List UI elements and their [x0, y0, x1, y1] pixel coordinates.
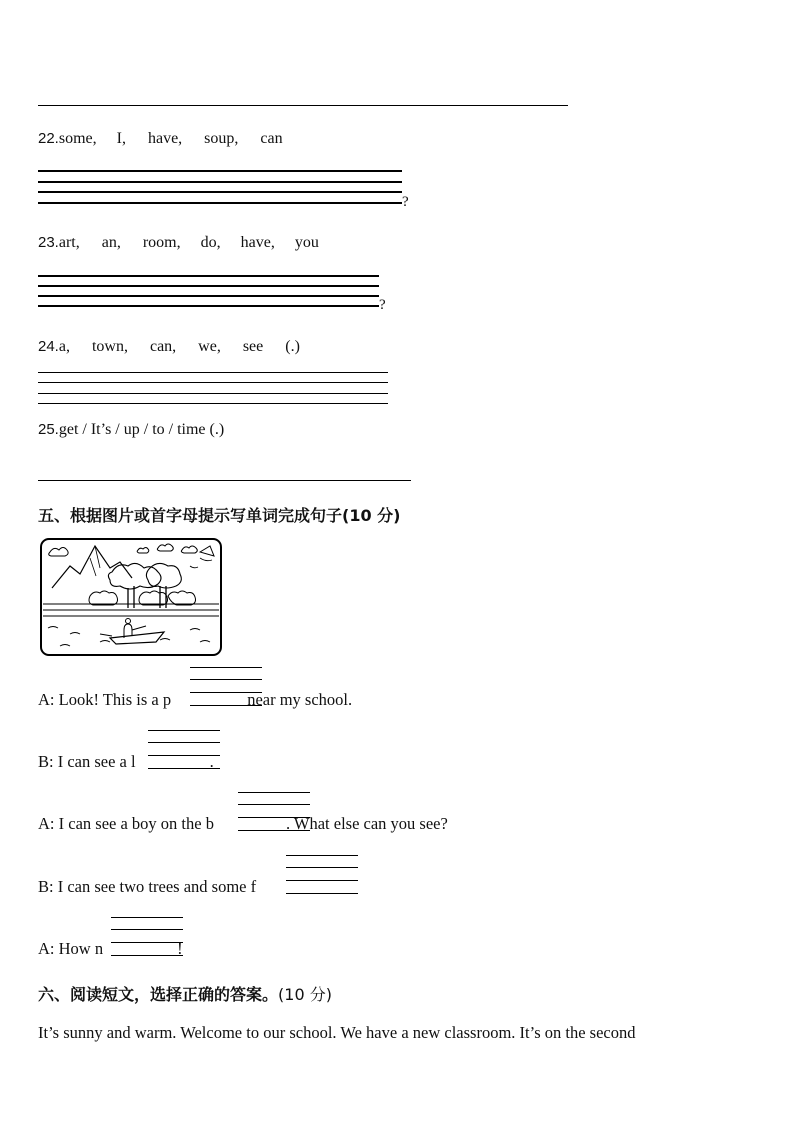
question-number: 25. — [38, 421, 59, 438]
answer-line[interactable] — [38, 403, 388, 404]
answer-line[interactable] — [38, 295, 379, 297]
word: (.) — [285, 338, 300, 355]
question-number: 24. — [38, 338, 59, 355]
question-mark: ? — [379, 297, 386, 313]
word: can, — [149, 338, 177, 355]
word-blank[interactable] — [214, 817, 286, 829]
word: I, — [116, 130, 126, 147]
answer-line[interactable] — [38, 275, 379, 277]
question-number: 23. — [38, 234, 59, 251]
word-blank[interactable] — [103, 942, 177, 954]
word-blank[interactable] — [256, 880, 328, 892]
answer-line-21 — [38, 105, 568, 106]
answer-line[interactable] — [38, 305, 379, 307]
question-24 — [38, 338, 300, 356]
word: you — [294, 234, 319, 251]
question-number: 22. — [38, 130, 59, 147]
sentence-start: B: I can see a l — [38, 752, 136, 771]
fill-sentence-1 — [38, 690, 352, 710]
section-title: 五、根据图片或首字母提示写单词完成句子 — [38, 506, 343, 525]
question-23 — [38, 234, 319, 252]
word: can — [260, 130, 283, 147]
word: some, — [58, 130, 97, 147]
word: see — [242, 338, 264, 355]
word: have, — [240, 234, 275, 251]
word: town, — [91, 338, 128, 355]
question-text: get / It’s / up / to / time (.) — [58, 421, 225, 438]
section-5-heading — [38, 503, 400, 526]
word: do, — [200, 234, 221, 251]
sentence-start: A: I can see a boy on the b — [38, 814, 214, 833]
answer-line[interactable] — [38, 480, 411, 481]
sentence-start: A: Look! This is a p — [38, 690, 172, 709]
section-6-heading — [38, 982, 332, 1005]
section-title: 六、阅读短文，选择正确的答案。 — [38, 985, 279, 1004]
question-mark: ? — [402, 194, 409, 210]
sentence-end: near my school. — [243, 690, 353, 709]
question-22 — [38, 130, 283, 148]
answer-line[interactable] — [38, 372, 388, 373]
sentence-end: . What else can you see? — [285, 814, 448, 833]
word: we, — [198, 338, 221, 355]
sentence-end: ! — [177, 939, 183, 958]
word: room, — [142, 234, 181, 251]
word: soup, — [204, 130, 239, 147]
word: art, — [58, 234, 80, 251]
section-score: (10 分) — [278, 985, 332, 1004]
answer-line[interactable] — [38, 285, 379, 287]
word-blank[interactable] — [136, 755, 210, 767]
answer-line[interactable] — [38, 170, 402, 172]
answer-line[interactable] — [38, 181, 402, 183]
word-blank[interactable] — [171, 693, 243, 705]
answer-line[interactable] — [38, 202, 402, 204]
word: a, — [58, 338, 70, 355]
reading-passage-line: It’s sunny and warm. Welcome to our school. We have a new classroom. It’s on the second — [38, 1023, 636, 1042]
sentence-start: A: How n — [38, 939, 104, 958]
sentence-start: B: I can see two trees and some f — [38, 877, 257, 896]
sentence-end: . — [209, 752, 214, 771]
answer-line[interactable] — [38, 191, 402, 193]
word: an, — [101, 234, 121, 251]
section-score: (10 分) — [342, 506, 401, 525]
fill-sentence-4 — [38, 877, 328, 897]
park-lake-boat-illustration — [40, 538, 222, 656]
word: have, — [147, 130, 183, 147]
question-25 — [38, 421, 224, 439]
answer-line[interactable] — [38, 393, 388, 394]
answer-line[interactable] — [38, 382, 388, 383]
